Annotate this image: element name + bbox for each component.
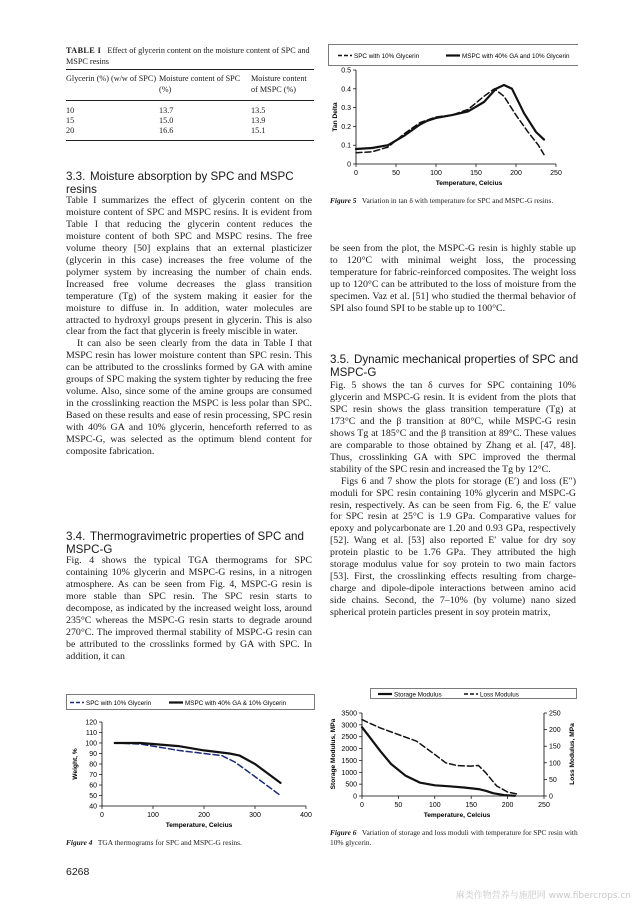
section-title: Moisture absorption by SPC and MSPC resins [66, 170, 294, 196]
y-tick-label: 60 [89, 782, 97, 790]
legend-label: SPC with 10% Glycerin [86, 699, 152, 707]
table-cell: 15 [66, 116, 75, 125]
table-body [66, 101, 314, 140]
paragraph-3-3 [66, 195, 312, 458]
table-cell: 13.9 [251, 116, 266, 125]
section-heading-3-5 [330, 353, 580, 379]
series-line [356, 85, 544, 149]
legend-label: Loss Modulus [480, 691, 519, 699]
y2-tick-label: 0 [549, 793, 553, 801]
y-tick-label: 120 [85, 719, 97, 727]
table-cell: 13.5 [251, 106, 266, 115]
x-axis-label: Temperature, Celcius [435, 180, 503, 187]
y-tick-label: 110 [85, 730, 97, 737]
paragraph-continued [330, 243, 576, 315]
table-cell: 13.7 [159, 106, 174, 115]
table-row [66, 106, 314, 116]
y-tick-label: 0 [353, 793, 357, 801]
section-number: 3.4. [66, 530, 86, 543]
table-row [66, 116, 314, 126]
y-tick-label: 0.5 [341, 67, 351, 75]
paragraph-text: Table I summarizes the effect of glycerin content on the moisture content of SPC and MSPC resins. It is evident from Table I that reducing the glycerin content reduces the moisture content of both SPC and MSPC resins. The free volume theory [50] explains that an external plasticizer (glycerin in this case) increases the free volume of the polymer system by increasing the number of chain ends. Increased free volume decreases the glass transition temperature (Tg) of the system making it easier for the moisture to diffuse in. In addition, water molecules are attracted to hydroxyl groups present in glycerin. This is also clear from the fact that glycerin is freely miscible in water. [66, 195, 312, 338]
y-tick-label: 100 [85, 740, 97, 748]
table-header-cell: Moisture content of MSPC (%) [251, 74, 307, 94]
section-heading-3-4 [66, 530, 316, 556]
x-tick-label: 200 [501, 802, 514, 809]
y-tick-label: 3500 [341, 710, 357, 718]
x-axis-label: Temperature, Celcius [423, 812, 491, 819]
x-tick-label: 150 [470, 170, 482, 177]
x-tick-label: 300 [249, 812, 261, 819]
y-tick-label: 1500 [341, 757, 357, 765]
y-axis-label: Storage Modulus, MPa [330, 718, 337, 790]
paragraph-text: Fig. 4 shows the typical TGA thermograms for SPC containing 10% glycerin and MSPC-G resins, in a nitrogen atmosphere. As can be seen from Fig. 4, MSPC-G resin is more stable than SPC resin. The SPC resin starts to decompose, as indicated by the increased weight loss, around 235°C whereas the MSPC-G resin starts to degrade around 270°C. The improved thermal stability of MSPC-G resin can be attributed to the crosslinks formed by GA with SPC. In addition, it can [66, 555, 312, 662]
table-cell: 15.1 [251, 126, 266, 135]
y-tick-label: 0.2 [341, 123, 351, 131]
table-header-cell: Glycerin (%) (w/w of SPC) [66, 74, 157, 83]
paragraph-text: Figs 6 and 7 show the plots for storage (E′) and loss (E″) moduli for SPC resin containing 10% glycerin and MSPC-G resin, respectively. As can be seen from Fig. 6, the E′ value for SPC resin at 25°C is 1.9 GPa. Comparative values for epoxy and polycarbonate are 1.20 and 0.93 GPa, respectively [52]. Wang et al. [53] also reported E′ value for dry soy protein plastic to be 1.76 GPa. They attributed the high storage modulus value for soy protein to two main factors [53]. First, the crosslinking effects resulting from charge-charge and dipole-dipole interactions between amino acid side chains. Second, the 7–10% (by volume) nano sized spherical protein particles present in soy protein matrix, [330, 475, 576, 619]
x-tick-label: 50 [392, 170, 400, 177]
y-tick-label: 0.1 [341, 142, 351, 150]
table-row [66, 126, 314, 136]
table-cell: 15.0 [159, 116, 174, 125]
x-tick-label: 0 [360, 802, 364, 809]
figure-label: Figure 5 [330, 196, 357, 205]
x-tick-label: 200 [198, 812, 210, 819]
series-line [115, 743, 281, 796]
x-tick-label: 100 [147, 812, 159, 819]
legend-label: MSPC with 40% GA and 10% Glycerin [462, 52, 570, 60]
y-tick-label: 1000 [341, 769, 357, 777]
paragraph-text: be seen from the plot, the MSPC-G resin is highly stable up to 120°C with minimal weight loss, the processing temperature for fabric-reinforced composites. The weight loss up to 120°C can be attributed to the loss of moisture from the specimen. Vaz et al. [51] who studied the thermal behavior of SPI also found SPI to be stable up to 100°C. [330, 243, 576, 314]
section-title: Dynamic mechanical properties of SPC and MSPC-G [330, 353, 579, 379]
y2-tick-label: 100 [549, 760, 561, 768]
y-tick-label: 90 [89, 751, 97, 758]
y-tick-label: 3000 [341, 722, 357, 730]
figure-6-caption [330, 828, 578, 848]
y2-tick-label: 150 [549, 743, 561, 751]
figure-caption-text: TGA thermograms for SPC and MSPC-G resins. [97, 838, 242, 847]
x-tick-label: 100 [428, 802, 441, 809]
y2-tick-label: 50 [549, 776, 557, 784]
watermark: 麻类作物营养与施肥网 www.fibercrops.cn [455, 891, 631, 901]
figure-6-chart [328, 688, 580, 824]
figure-4-caption [66, 838, 314, 848]
legend-label: MSPC with 40% GA & 10% Glycerin [185, 699, 287, 707]
table-label: TABLE I [66, 46, 102, 55]
series-line [362, 727, 515, 796]
figure-5-caption [330, 196, 578, 206]
y-tick-label: 70 [89, 772, 97, 779]
figure-caption-text: Variation in tan δ with temperature for SPC and MSPC-G resins. [361, 196, 554, 205]
x-tick-label: 250 [538, 802, 550, 809]
paragraph-text: It can also be seen clearly from the data in Table I that MSPC resin has lower moisture content than SPC resin. This can be attributed to the crosslinks formed by GA with amine groups of SPC making the system tighter by reducing the free volume. Also, since some of the amine groups are consumed in the crosslinking reaction the MSPC is less polar than SPC. Based on these results and ease of resin processing, SPC resin with 40% GA and 10% glycerin, henceforth referred to as MSPC-G, was selected as the optimum blend content for composite fabrication. [66, 338, 312, 458]
table-caption [66, 45, 314, 67]
y-tick-label: 2000 [341, 746, 357, 754]
y2-axis-label: Loss Modulus, MPa [569, 723, 576, 785]
y2-tick-label: 250 [549, 710, 561, 718]
figure-label: Figure 4 [66, 838, 93, 847]
y-tick-label: 80 [89, 761, 97, 769]
y-tick-label: 0.4 [341, 86, 351, 94]
y-axis-label: Tan Delta [332, 102, 339, 132]
x-tick-label: 200 [510, 170, 522, 177]
x-tick-label: 250 [550, 170, 562, 177]
table-caption-text: Effect of glycerin content on the moisture content of SPC and MSPC resins [66, 46, 310, 66]
paragraph-3-5 [330, 380, 576, 619]
figure-label: Figure 6 [330, 828, 357, 837]
legend-label: Storage Modulus [394, 691, 442, 699]
x-tick-label: 0 [354, 170, 358, 177]
x-axis-label: Temperature, Celcius [165, 822, 233, 829]
table-header-row [66, 70, 314, 101]
section-number: 3.5. [330, 353, 350, 366]
x-tick-label: 150 [465, 802, 478, 809]
table-cell: 20 [66, 126, 75, 135]
y-tick-label: 40 [89, 803, 97, 811]
y-axis-label: Weight, % [72, 748, 79, 780]
x-tick-label: 50 [394, 802, 403, 809]
table-header-cell: Moisture content of SPC (%) [159, 74, 241, 94]
y-tick-label: 0 [347, 161, 351, 169]
y-tick-label: 50 [89, 793, 97, 800]
section-number: 3.3. [66, 170, 86, 183]
figure-caption-text: Variation of storage and loss moduli with temperature for SPC resin with 10% glycerin. [330, 828, 578, 847]
y2-tick-label: 200 [549, 727, 561, 735]
moisture-table [66, 69, 314, 141]
table-cell: 16.6 [159, 126, 174, 135]
x-tick-label: 0 [100, 812, 104, 819]
legend-label: SPC with 10% Glycerin [354, 52, 420, 60]
y-tick-label: 0.3 [341, 105, 351, 113]
x-tick-label: 400 [300, 812, 312, 819]
figure-4-chart [66, 694, 316, 834]
section-title: Thermogravimetric properties of SPC and MSPC-G [66, 530, 304, 556]
y-tick-label: 2500 [341, 734, 357, 742]
x-tick-label: 100 [430, 170, 442, 177]
page-number: 6268 [66, 866, 90, 878]
y-tick-label: 500 [345, 781, 357, 789]
paragraph-text: Fig. 5 shows the tan δ curves for SPC containing 10% glycerin and MSPC-G resin. It is evident from the plots that SPC resin shows the glass transition temperature (Tg) at 173°C and the β transition at 80°C, while MSPC-G resin shows Tg at 185°C and the β transition at 89°C. These values are comparable to those obtained by Zhang et al. [47, 48]. Thus, crosslinking GA with SPC improved the thermal stability of the SPC resin and increased the Tg by 12°C. [330, 380, 576, 475]
table-cell: 10 [66, 106, 75, 115]
paragraph-3-4 [66, 555, 312, 663]
section-heading-3-3 [66, 170, 316, 196]
figure-5-chart [328, 44, 578, 192]
